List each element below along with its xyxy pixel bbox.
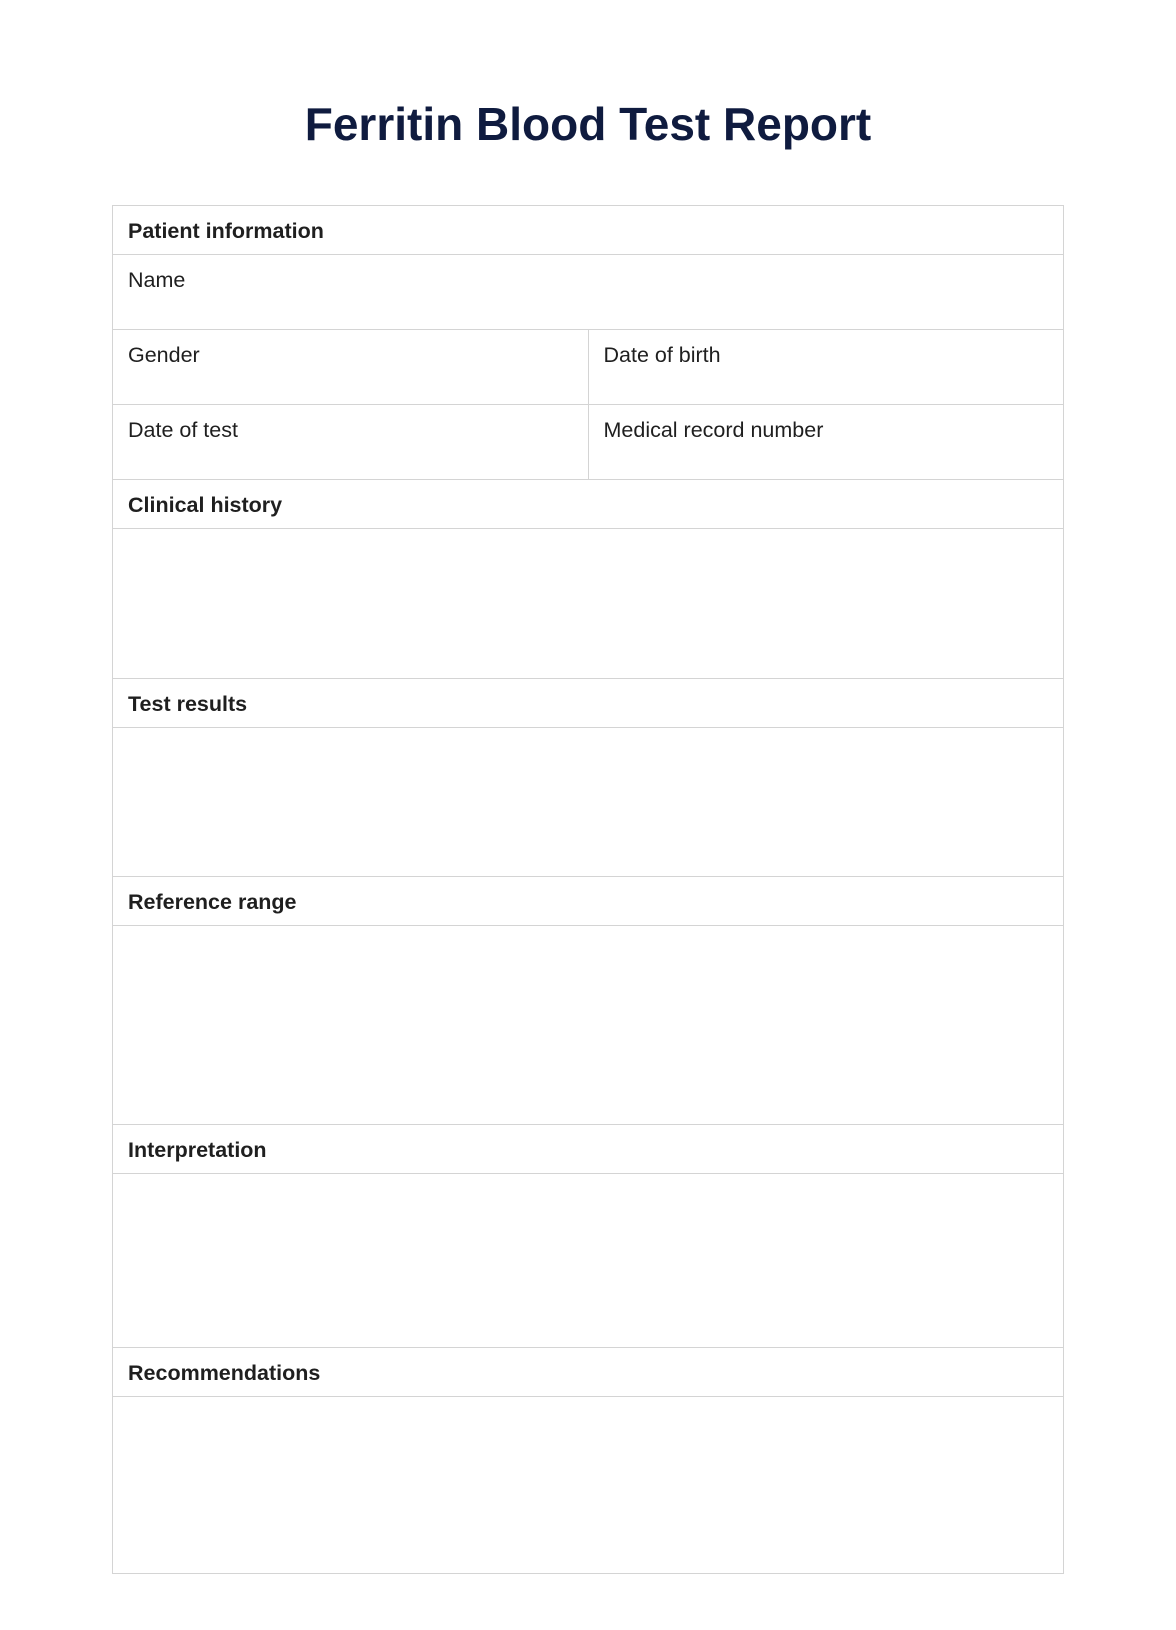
date-of-birth-field[interactable]: Date of birth bbox=[588, 330, 1064, 404]
date-of-test-field[interactable]: Date of test bbox=[128, 418, 238, 442]
clinical-history-row bbox=[113, 529, 1063, 679]
test-results-header-row bbox=[113, 679, 1063, 728]
patient-information-header-row bbox=[113, 206, 1063, 255]
gender-dob-row bbox=[113, 330, 1063, 405]
name-row bbox=[113, 255, 1063, 330]
test-date-mrn-row bbox=[113, 405, 1063, 480]
interpretation-field[interactable] bbox=[113, 1174, 1063, 1347]
clinical-history-header-row bbox=[113, 480, 1063, 529]
page-title: Ferritin Blood Test Report bbox=[304, 98, 872, 150]
test-results-row bbox=[113, 728, 1063, 877]
interpretation-row bbox=[113, 1174, 1063, 1348]
report-form bbox=[112, 205, 1064, 1574]
recommendations-row bbox=[113, 1397, 1063, 1573]
interpretation-header-row bbox=[113, 1125, 1063, 1174]
reference-range-field[interactable] bbox=[113, 926, 1063, 1124]
recommendations-header-row bbox=[113, 1348, 1063, 1397]
name-field[interactable]: Name bbox=[128, 268, 186, 292]
interpretation-heading: Interpretation bbox=[128, 1138, 267, 1162]
reference-range-row bbox=[113, 926, 1063, 1125]
recommendations-field[interactable] bbox=[113, 1397, 1063, 1573]
patient-information-heading: Patient information bbox=[128, 219, 324, 243]
clinical-history-heading: Clinical history bbox=[128, 493, 283, 517]
reference-range-heading: Reference range bbox=[128, 890, 297, 914]
test-results-heading: Test results bbox=[128, 692, 248, 716]
gender-field[interactable]: Gender bbox=[128, 343, 200, 367]
test-results-field[interactable] bbox=[113, 728, 1063, 876]
medical-record-number-field[interactable]: Medical record number bbox=[588, 405, 1064, 479]
reference-range-header-row bbox=[113, 877, 1063, 926]
recommendations-heading: Recommendations bbox=[128, 1361, 321, 1385]
clinical-history-field[interactable] bbox=[113, 529, 1063, 678]
